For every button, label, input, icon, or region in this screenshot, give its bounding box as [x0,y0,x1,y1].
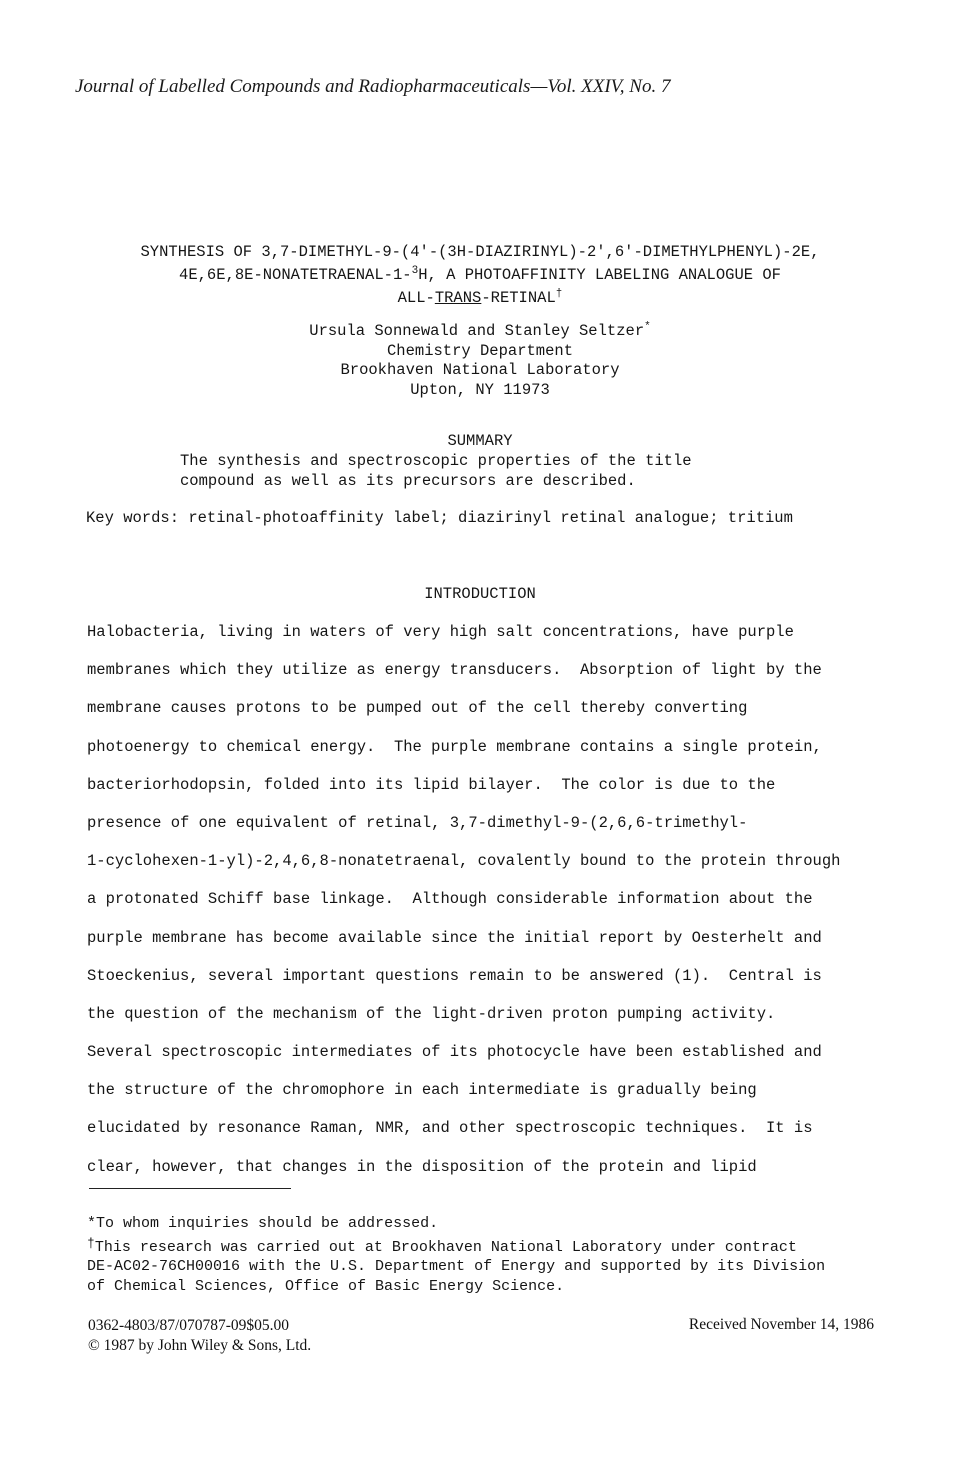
author-names-line [180,318,780,342]
body-line: Several spectroscopic intermediates of its photocycle have been established and [87,1043,822,1062]
tritium-superscript: 3 [411,265,419,277]
body-line: membranes which they utilize as energy transducers. Absorption of light by the [87,661,822,680]
author-block [180,318,780,400]
publication-code: 0362-4803/87/070787-09$05.00 [88,1317,290,1334]
title-line-2-b: H, A PHOTOAFFINITY LABELING ANALOGUE OF [418,266,781,284]
footnote-correspondence [87,1214,825,1234]
author-star-mark: * [644,321,651,333]
footnote-funding-line-2: DE-AC02-76CH00016 with the U.S. Department of Energy and supported by its Division [87,1258,826,1275]
title-trans-underlined: TRANS [434,289,482,307]
body-line: clear, however, that changes in the disposition of the protein and lipid [87,1157,757,1176]
body-line: Halobacteria, living in waters of very high salt concentrations, have purple [87,623,794,641]
footnote-dagger-mark: † [87,1235,95,1251]
title-line-3 [90,285,870,308]
footnotes [87,1214,825,1296]
author-names: Ursula Sonnewald and Stanley Seltzer [309,322,645,340]
received-date: Received November 14, 1986 [688,1316,874,1333]
introduction-body [87,623,840,1196]
body-line: Stoeckenius, several important questions remain to be answered (1). Central is [87,966,822,985]
author-institution: Brookhaven National Laboratory [340,361,620,379]
title-line-2-a: 4E,6E,8E-NONATETRAENAL-1- [179,266,412,284]
footnote-funding-line-3: of Chemical Sciences, Office of Basic Energy Science. [87,1277,565,1295]
body-line: the structure of the chromophore in each intermediate is gradually being [87,1081,757,1100]
author-location: Upton, NY 11973 [410,380,550,399]
body-line: elucidated by resonance Raman, NMR, and other spectroscopic techniques. It is [87,1119,813,1138]
journal-header: Journal of Labelled Compounds and Radiopharmaceuticals—Vol. XXIV, No. 7 [75,76,671,97]
footnote-funding-line-1 [87,1234,825,1258]
footnote-star-text: To whom inquiries should be addressed. [96,1215,439,1232]
summary-line: compound as well as its precursors are described. [180,471,636,490]
title-line-3-b: -RETINAL [481,289,556,307]
summary-line: The synthesis and spectroscopic properties of the title [180,452,692,470]
body-line: 1-cyclohexen-1-yl)-2,4,6,8-nonatetraenal, covalently bound to the protein through [87,852,841,871]
body-line: the question of the mechanism of the light-driven proton pumping activity. [87,1004,776,1023]
copyright-notice: © 1987 by John Wiley & Sons, Ltd. [88,1336,312,1354]
summary-text [180,452,692,491]
title-line-2 [90,262,870,285]
author-department: Chemistry Department [386,341,574,360]
title-dagger-mark: † [555,288,563,300]
publication-info [88,1316,311,1355]
footnote-star-mark: * [87,1215,97,1232]
article-title [90,243,870,308]
body-line: membrane causes protons to be pumped out of the cell thereby converting [87,699,748,718]
introduction-heading: INTRODUCTION [424,585,536,603]
body-line: presence of one equivalent of retinal, 3,7-dimethyl-9-(2,6,6-trimethyl- [87,813,748,832]
footnote-dagger-text-1: This research was carried out at Brookhaven National Laboratory under contract [94,1238,797,1256]
title-line-3-a: ALL- [397,289,435,307]
summary-heading: SUMMARY [447,432,513,450]
footnote-divider [89,1188,291,1189]
body-line: purple membrane has become available since the initial report by Oesterhelt and [87,928,822,947]
key-words: Key words: retinal-photoaffinity label; diazirinyl retinal analogue; tritium [86,509,793,527]
body-line: photoenergy to chemical energy. The purple membrane contains a single protein, [87,737,822,756]
title-line-1: SYNTHESIS OF 3,7-DIMETHYL-9-(4'-(3H-DIAZIRINYL)-2',6'-DIMETHYLPHENYL)-2E, [140,243,820,261]
body-line: bacteriorhodopsin, folded into its lipid bilayer. The color is due to the [87,775,776,794]
body-line: a protonated Schiff base linkage. Although considerable information about the [87,890,813,909]
